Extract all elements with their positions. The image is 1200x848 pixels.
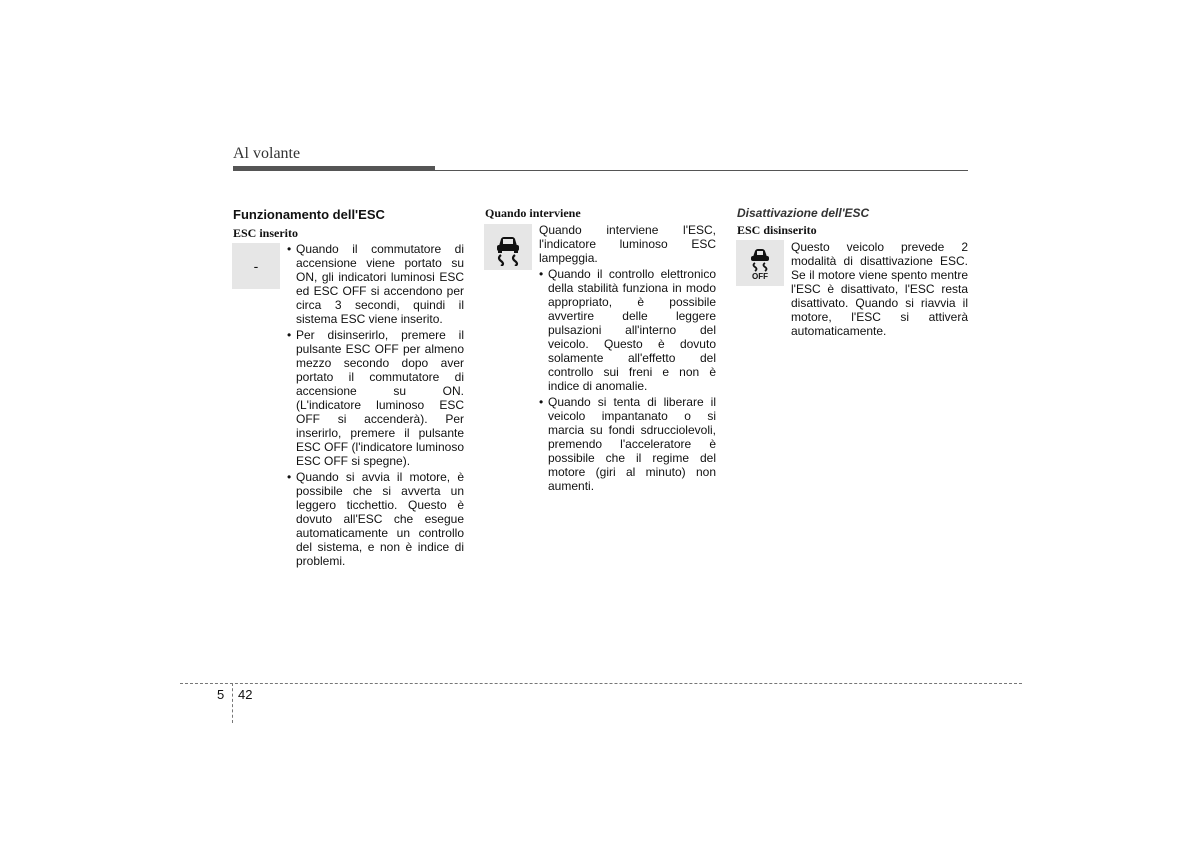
footer-vertical-divider	[232, 683, 233, 723]
column-3	[737, 206, 969, 238]
intro-paragraph: Quando interviene l'ESC, l'indicatore luminoso ESC lampeggia.	[539, 223, 716, 265]
chapter-number: 5	[217, 687, 225, 702]
page-number: 42	[238, 687, 253, 702]
col3-text	[791, 240, 968, 338]
esc-indicator-placeholder	[232, 243, 280, 289]
esc-off-icon	[745, 246, 775, 272]
off-label: OFF	[752, 271, 768, 281]
body-paragraph: Questo veicolo prevede 2 modalità di disattivazione ESC. Se il motore viene spento mentre l'ESC è disattivato, l'ESC resta disattivato. Quando si riavvia il motore, l'ESC si attiverà automaticamente.	[791, 240, 968, 338]
footer-divider	[180, 683, 1022, 684]
section-title: Funzionamento dell'ESC	[233, 207, 385, 222]
list-item: • Quando si tenta di liberare il veicolo impantanato o si marcia su fondi sdrucciolevoli, premendo l'acceleratore è possibile che il regime del motore (giri al minuto) non aumenti.	[539, 395, 716, 493]
header-rule-thick	[233, 166, 435, 171]
col1-text	[287, 242, 464, 570]
section-title: Disattivazione dell'ESC	[737, 206, 870, 220]
esc-off-indicator-box	[736, 240, 784, 286]
list-item: • Quando il commutatore di accensione viene portato su ON, gli indicatori luminosi ESC ed ESC OFF si accendono per circa 3 secondi, quindi il sistema ESC viene inserito.	[287, 242, 464, 326]
subsection-title: Quando interviene	[485, 206, 581, 220]
column-2	[485, 206, 717, 221]
column-1	[233, 206, 465, 241]
subsection-title: ESC inserito	[233, 226, 299, 240]
esc-indicator-box	[484, 224, 532, 270]
list-item: • Per disinserirlo, premere il pulsante ESC OFF per almeno mezzo secondo dopo aver portato il commutatore di accensione su ON. (L'indicatore luminoso ESC OFF si accenderà). Per inserirlo, premere il pulsante ESC OFF (l'indicatore luminoso ESC OFF si spegne).	[287, 328, 464, 468]
header-rule-thin	[435, 170, 968, 171]
esc-skid-icon	[489, 228, 527, 266]
subsection-title: ESC disinserito	[737, 223, 817, 237]
list-item: • Quando il controllo elettronico della stabilità funziona in modo appropriato, è possibile avvertire delle leggere pulsazioni all'interno del veicolo. Questo è dovuto solamente all'effetto del controllo sui freni e non è indice di anomalie.	[539, 267, 716, 393]
placeholder-dash: -	[253, 258, 259, 274]
col2-text	[539, 223, 716, 495]
page-header-title: Al volante	[233, 145, 301, 162]
list-item: • Quando si avvia il motore, è possibile che si avverta un leggero ticchettio. Questo è dovuto all'ESC che esegue automaticamente un controllo del sistema, e non è indice di problemi.	[287, 470, 464, 568]
